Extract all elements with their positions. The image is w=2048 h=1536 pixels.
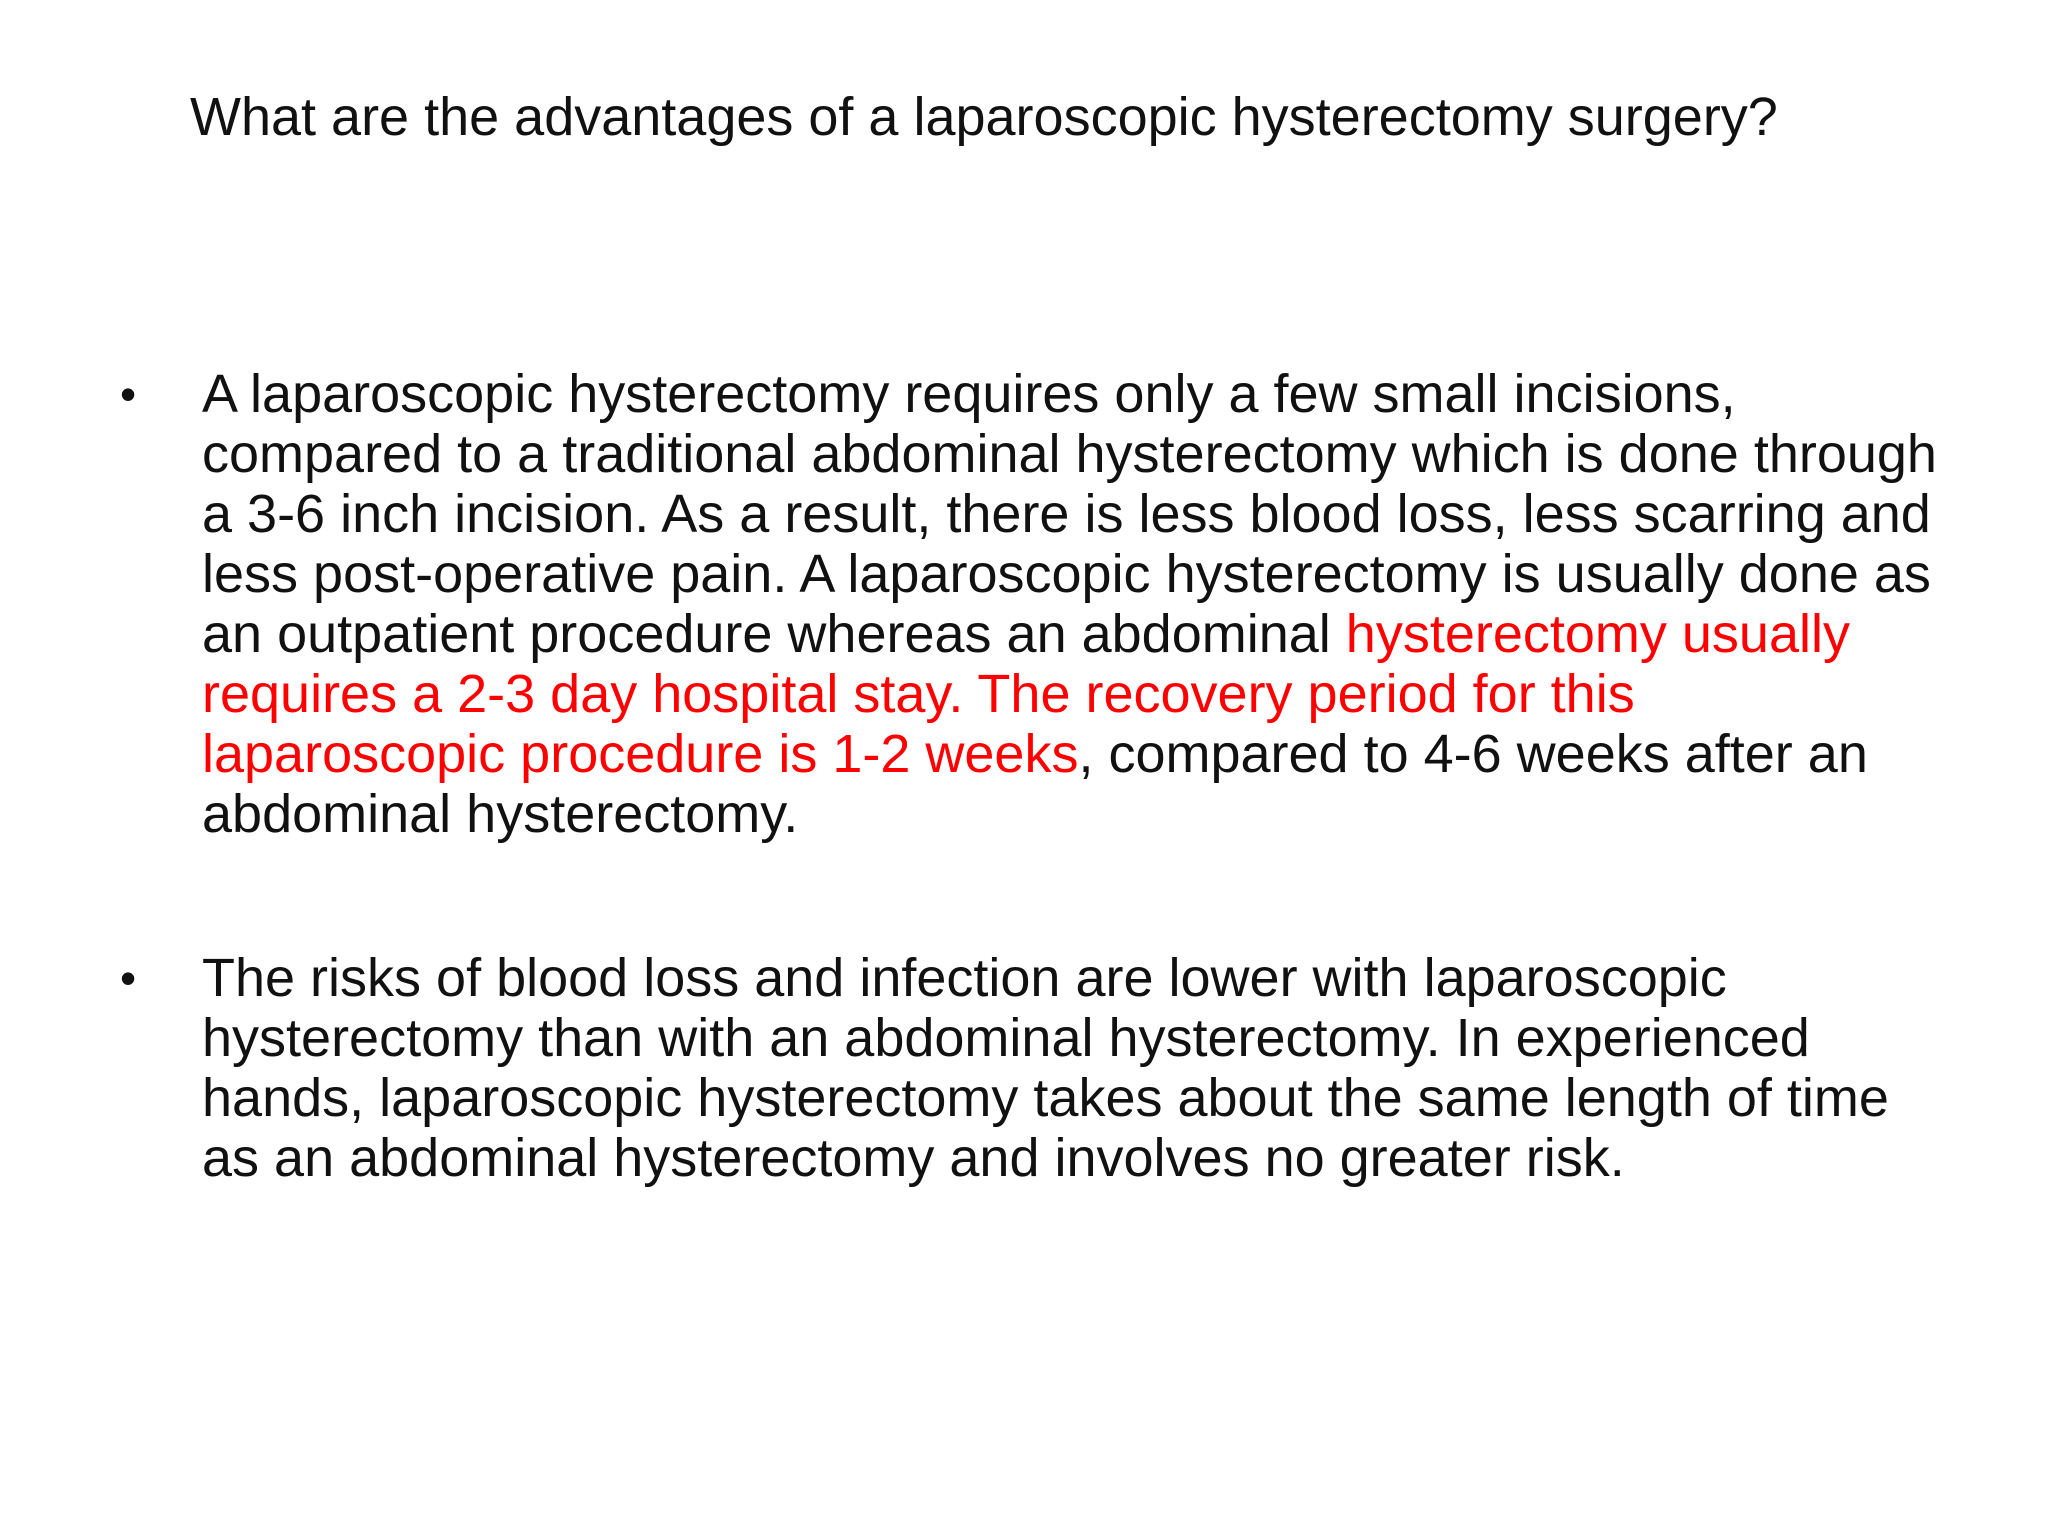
bullet-text-1-end: , compared to 4-6 weeks after an abdominal hysterectomy.: [202, 724, 1868, 844]
bullet-text-1: [202, 364, 1950, 844]
bullet-item-2: [120, 948, 1950, 1188]
bullet-point-icon: •: [120, 952, 137, 1004]
bullet-text-1-start: A laparoscopic hysterectomy requires only a few small incisions, compared to a traditional abdominal hysterectomy which is done through a 3-6 inch incision. As a result, there is less blood loss, less scarring and less post-operative pain. A laparoscopic hysterectomy is usually done as an outpatient procedure whereas an abdominal: [202, 364, 1937, 664]
bullet-list: [120, 364, 1950, 1188]
bullet-text-2: The risks of blood loss and infection are lower with laparoscopic hysterectomy than with an abdominal hysterectomy. In experienced hands, laparoscopic hysterectomy takes about the same length of time as an abdominal hysterectomy and involves no greater risk.: [202, 948, 1889, 1188]
bullet-text-1-highlight: hysterectomy usually requires a 2-3 day hospital stay. The recovery period for this laparoscopic procedure is 1-2 weeks: [202, 604, 1850, 784]
bullet-item-1: [120, 364, 1950, 844]
bullet-point-icon: •: [120, 368, 137, 420]
slide-title: What are the advantages of a laparoscopic hysterectomy surgery?: [190, 87, 1778, 147]
